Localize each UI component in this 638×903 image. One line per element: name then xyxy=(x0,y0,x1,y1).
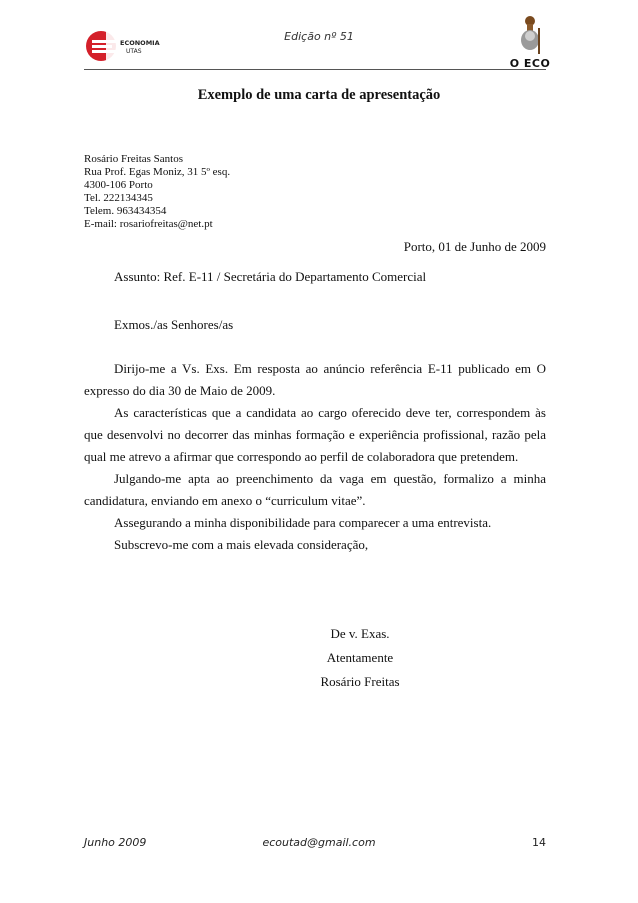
sender-mobile: Telem. 963434354 xyxy=(84,205,167,217)
sender-postal: 4300-106 Porto xyxy=(84,179,153,191)
logo-left-text-1: ECONOMIA xyxy=(120,39,160,47)
edition-label: Edição nº 51 xyxy=(284,30,354,43)
signature-name: Rosário Freitas xyxy=(320,674,400,689)
footer-date: Junho 2009 xyxy=(84,836,147,849)
sender-address: Rua Prof. Egas Moniz, 31 5º esq. xyxy=(84,166,231,178)
paragraph: As características que a candidata ao cargo oferecido deve ter, correspondem às que desenvolvi no decorrer das minhas formação e experiência profissional, razão pela qual me atrevo a afirmar que correspondo ao perfil de colaboradora que pretendem. xyxy=(84,405,546,464)
closing-line-1: De v. Exas. xyxy=(330,626,390,641)
paragraph: Julgando-me apta ao preenchimento da vaga em questão, formalizo a minha candidatura, enviando em anexo o “curriculum vitae”. xyxy=(84,471,546,508)
paragraph: Assegurando a minha disponibilidade para comparecer a uma entrevista. xyxy=(114,515,492,530)
letter-title: Exemplo de uma carta de apresentação xyxy=(197,87,441,103)
paragraph: Dirijo-me a Vs. Exs. Em resposta ao anúncio referência E-11 publicado em O expresso do dia 30 de Maio de 2009. xyxy=(84,361,546,398)
sender-name: Rosário Freitas Santos xyxy=(84,153,183,165)
sender-tel: Tel. 222134345 xyxy=(84,192,153,204)
sender-block xyxy=(84,153,230,231)
mascot-icon xyxy=(508,14,552,58)
letter-date: Porto, 01 de Junho de 2009 xyxy=(403,239,546,254)
footer-email: ecoutad@gmail.com xyxy=(262,836,376,849)
logo-right-text: O ECO xyxy=(509,57,551,70)
closing-line-2: Atentamente xyxy=(326,650,394,665)
header-divider xyxy=(84,69,546,70)
letter-subject: Assunto: Ref. E-11 / Secretária do Departamento Comercial xyxy=(114,269,427,284)
paragraph: Subscrevo-me com a mais elevada consideração, xyxy=(114,537,369,552)
page-number: 14 xyxy=(532,836,546,849)
logo-left-text-2: UTAS xyxy=(126,48,142,55)
sender-email: E-mail: rosariofreitas@net.pt xyxy=(84,218,213,230)
letter-greeting: Exmos./as Senhores/as xyxy=(114,317,234,332)
o-eco-logo xyxy=(508,14,552,70)
